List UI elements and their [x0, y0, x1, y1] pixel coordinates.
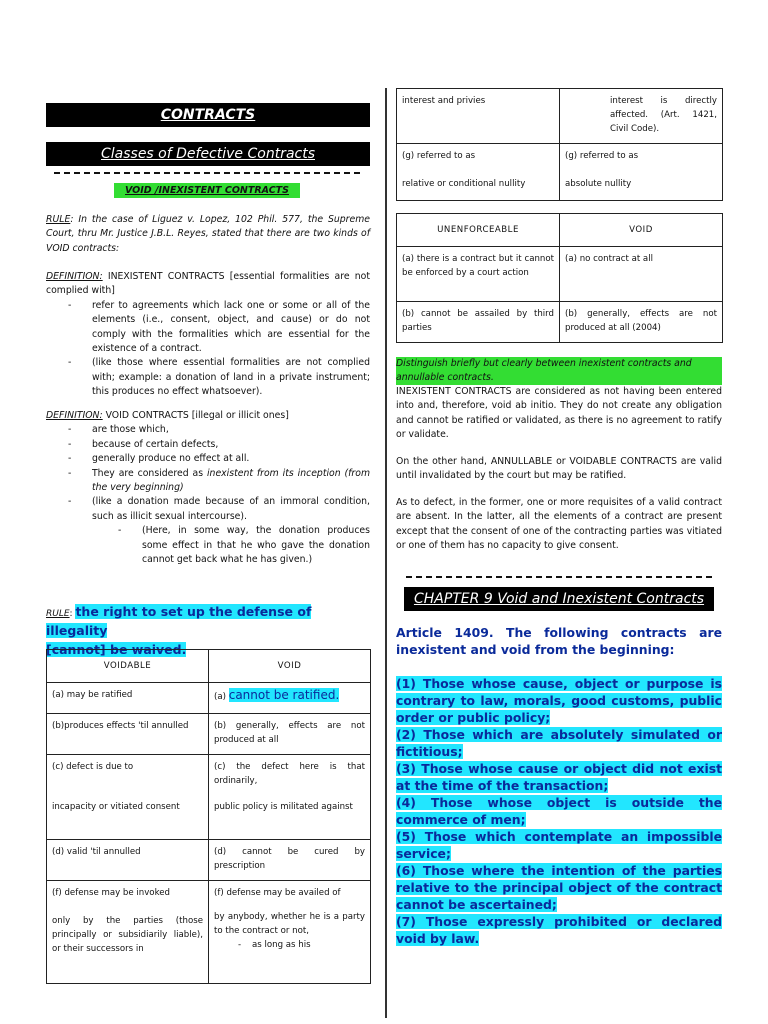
table-row [397, 247, 723, 302]
article-item [396, 675, 722, 726]
cell-line: (f) defense may be availed of [214, 888, 341, 898]
rule-colon: : [69, 609, 76, 619]
nullity-table [396, 88, 723, 201]
cell-line: public policy is militated against [214, 802, 353, 812]
cell-text: as long as his [252, 940, 311, 950]
article-item-text: (3) Those whose cause or object did not exist at the time of the transaction; [396, 761, 722, 793]
list-item: - (like a donation made because of an immoral condition, such as illicit sexual intercourse). [46, 495, 370, 524]
table-row [397, 89, 723, 144]
article-item [396, 913, 722, 947]
rule-text: : In the case of Liguez v. Lopez, 102 Phil. 577, the Supreme Court, thru Mr. Justice J.B.L. Reyes, stated that there are two kinds of VOID contracts: [46, 214, 370, 254]
table-cell: (b)produces effects 'til annulled [47, 714, 209, 755]
list-item-text: They are considered as [92, 467, 207, 479]
table-cell: (b) generally, effects are not produced at all (2004) [560, 302, 723, 343]
chapter-title: CHAPTER 9 Void and Inexistent Contracts [404, 587, 714, 611]
cell-text: (a) [214, 692, 229, 702]
section-title: Classes of Defective Contracts [46, 142, 370, 166]
cell-highlight: cannot be ratified. [228, 688, 340, 702]
table-cell [47, 755, 209, 840]
definition-text: INEXISTENT CONTRACTS [essential formalities are not complied with] [46, 271, 370, 297]
rule-label: RULE [46, 214, 71, 225]
article-item [396, 828, 722, 862]
table-cell [560, 144, 723, 201]
void-inexistent-heading: VOID /INEXISTENT CONTRACTS [114, 183, 300, 198]
cell-line: relative or conditional nullity [402, 179, 526, 189]
definition-label: DEFINITION: [46, 410, 103, 421]
article-intro: Article 1409. The following contracts are inexistent and void from the beginning: [396, 625, 722, 657]
list-item [46, 467, 370, 496]
table-header: VOID [560, 214, 723, 247]
cell-line: by anybody, whether he is a party to the contract or not, [214, 912, 365, 936]
table-cell: interest is directly affected. (Art. 1421, Civil Code). [560, 89, 723, 144]
definition-void [46, 409, 370, 567]
table-cell [397, 144, 560, 201]
table-row [47, 840, 371, 881]
article-item [396, 862, 722, 913]
column-divider [385, 88, 387, 1018]
list-item: - because of certain defects, [46, 438, 370, 452]
table-cell: (d) cannot be cured by prescription [209, 840, 371, 881]
question-highlight: Distinguish briefly but clearly between inexistent contracts and annullable contracts. [396, 357, 722, 385]
article-items [396, 675, 722, 947]
table-cell [209, 683, 371, 714]
unenforceable-vs-void-table [396, 213, 723, 343]
definition-inexistent [46, 270, 370, 400]
table-row [397, 302, 723, 343]
table-header: VOID [209, 650, 371, 683]
list-item-italic: inexistent from its inception (from the very beginning) [92, 467, 370, 494]
list-item: - are those which, [46, 423, 370, 437]
voidable-vs-void-table [46, 649, 371, 984]
list-item: - generally produce no effect at all. [46, 452, 370, 466]
table-cell: interest and privies [397, 89, 560, 144]
table-cell [209, 881, 371, 984]
article-item [396, 760, 722, 794]
table-row [47, 881, 371, 984]
table-cell [209, 755, 371, 840]
paragraph: On the other hand, ANNULLABLE or VOIDABLE CONTRACTS are valid until invalidated by the court but may be ratified. [396, 456, 722, 482]
article-item-text: (1) Those whose cause, object or purpose is contrary to law, morals, good customs, public order or public policy; [396, 676, 722, 725]
cell-line: (c) defect is due to [52, 762, 134, 772]
cell-line: (g) referred to as [402, 151, 476, 161]
list-item: - refer to agreements which lack one or some or all of the elements (i.e., consent, object, and cause) or do not comply with the formalities which are essential for the existence of a contract. [46, 299, 370, 357]
table-cell: (b) cannot be assailed by third parties [397, 302, 560, 343]
cell-line: only by the parties (those principally or subsidiarily liable), or their successors in [52, 916, 203, 954]
dashed-divider [406, 576, 712, 578]
list-item: - (like those where essential formalities are not complied with; example: a donation of land in a private instrument; this produces no effect whatsoever). [46, 356, 370, 399]
table-cell: (d) valid 'til annulled [47, 840, 209, 881]
table-cell: (a) may be ratified [47, 683, 209, 714]
cell-line: - as long as his [238, 940, 311, 950]
table-row [47, 714, 371, 755]
rule-paragraph [46, 213, 370, 256]
rule-highlight: be waived. [105, 641, 187, 657]
definition-label: DEFINITION: [46, 271, 103, 282]
paragraph: As to defect, in the former, one or more requisites of a valid contract are absent. In the latter, all the elements of a contract are present except that the consent of one of the contracting parties was vitiated or one of them has no capacity to give consent. [396, 497, 722, 552]
table-cell: (b) generally, effects are not produced at all [209, 714, 371, 755]
article-item-text: (5) Those which contemplate an impossible service; [396, 829, 722, 861]
table-row [47, 755, 371, 840]
article-item-text: (7) Those expressly prohibited or declared void by law. [396, 914, 722, 946]
table-cell [47, 881, 209, 984]
cell-line: absolute nullity [565, 179, 632, 189]
definition-text: VOID CONTRACTS [illegal or illicit ones] [102, 410, 289, 421]
rule-highlight-cannot: [cannot] [46, 641, 106, 657]
table-row [47, 683, 371, 714]
table-cell: (a) there is a contract but it cannot be enforced by a court action [397, 247, 560, 302]
list-item: - (Here, in some way, the donation produces some effect in that he who gave the donation cannot get back what he has given.) [46, 524, 370, 567]
article-item-text: (6) Those where the intention of the parties relative to the principal object of the contract cannot be ascertained; [396, 863, 722, 912]
cell-line: (f) defense may be invoked [52, 888, 170, 898]
article-item [396, 726, 722, 760]
article-item [396, 794, 722, 828]
dashed-divider [54, 172, 360, 174]
rule-label: RULE [46, 609, 70, 619]
table-header: VOIDABLE [47, 650, 209, 683]
rule-highlight: the right to set up the defense of illegality [46, 604, 312, 638]
cell-line: (c) the defect here is that ordinarily, [214, 762, 365, 786]
table-cell: (a) no contract at all [560, 247, 723, 302]
article-item-text: (4) Those whose object is outside the commerce of men; [396, 795, 722, 827]
article-item-text: (2) Those which are absolutely simulated or fictitious; [396, 727, 722, 759]
table-header: UNENFORCEABLE [397, 214, 560, 247]
page-title: CONTRACTS [46, 103, 370, 127]
table-row [397, 144, 723, 201]
cell-line: (g) referred to as [565, 151, 639, 161]
cell-line: incapacity or vitiated consent [52, 802, 180, 812]
paragraph: INEXISTENT CONTRACTS are considered as not having been entered into and, therefore, void ab initio. They do not create any obligation and cannot be ratified or validated, as there is no agreement to ratify or validate. [396, 386, 722, 441]
